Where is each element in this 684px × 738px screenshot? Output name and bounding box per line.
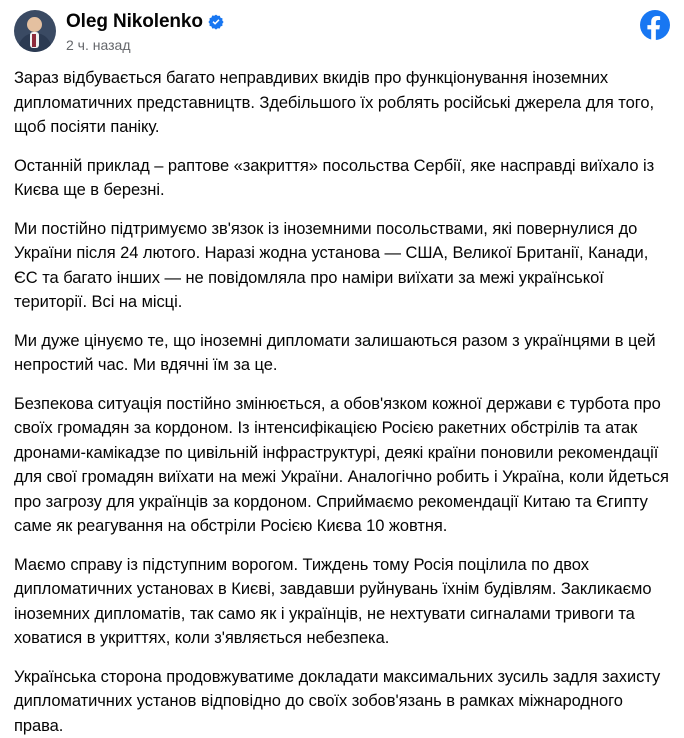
post-header — [0, 0, 684, 53]
post-paragraph: Ми постійно підтримуємо зв'язок із іноземними посольствами, які повернулися до України після 24 лютого. Наразі жодна установа — США, Великої Британії, Канади, ЄС та багато інших — не повідомляла про наміри виїхати за межі української території. Всі на місці. — [14, 217, 670, 315]
avatar-tie — [32, 34, 36, 47]
author-name[interactable]: Oleg Nikolenko — [66, 11, 203, 33]
post-paragraph: Останній приклад – раптове «закриття» посольства Сербії, яке насправді виїхало із Києва ще в березні. — [14, 154, 670, 203]
verified-badge-icon — [208, 14, 224, 30]
post-paragraph: Українська сторона продовжуватиме докладати максимальних зусиль задля захисту дипломатичних установ відповідно до своїх зобов'язань в рамках міжнародного права. — [14, 665, 670, 738]
post-paragraph: Ми дуже цінуємо те, що іноземні дипломати залишаються разом з українцями в цей непростий час. Ми вдячні їм за це. — [14, 329, 670, 378]
avatar-head — [27, 17, 42, 32]
author-name-row — [66, 11, 224, 33]
post-body — [0, 53, 684, 738]
post-paragraph: Маємо справу із підступним ворогом. Тиждень тому Росія поцілила по двох дипломатичних установах в Києві, завдавши руйнувань їхнім будівлям. Закликаємо іноземних дипломатів, так само як і українців, не нехтувати сигналами тривоги та ховатися в укриттях, коли з'являється небезпека. — [14, 553, 670, 651]
author-block — [66, 10, 224, 53]
facebook-logo-icon — [640, 10, 670, 40]
post-paragraph: Зараз відбувається багато неправдивих вкидів про функціонування іноземних дипломатичних представництв. Здебільшого їх роблять російські джерела для того, щоб посіяти паніку. — [14, 66, 670, 140]
avatar[interactable] — [14, 10, 56, 52]
post-paragraph: Безпекова ситуація постійно змінюється, а обов'язком кожної держави є турбота про своїх громадян за кордоном. Із інтенсифікацією Росією ракетних обстрілів та атак дронами-камікадзе по цивільній інфраструктурі, деякі країни поновили рекомендації для свої громадян виїхати на межі України. Аналогічно робить і Україна, коли йдеться про загрозу для українців за кордоном. Сприймаємо рекомендації Китаю та Єгипту саме як реагування на обстріли Росією Києва 10 жовтня. — [14, 392, 670, 539]
post-timestamp[interactable]: 2 ч. назад — [66, 37, 224, 53]
